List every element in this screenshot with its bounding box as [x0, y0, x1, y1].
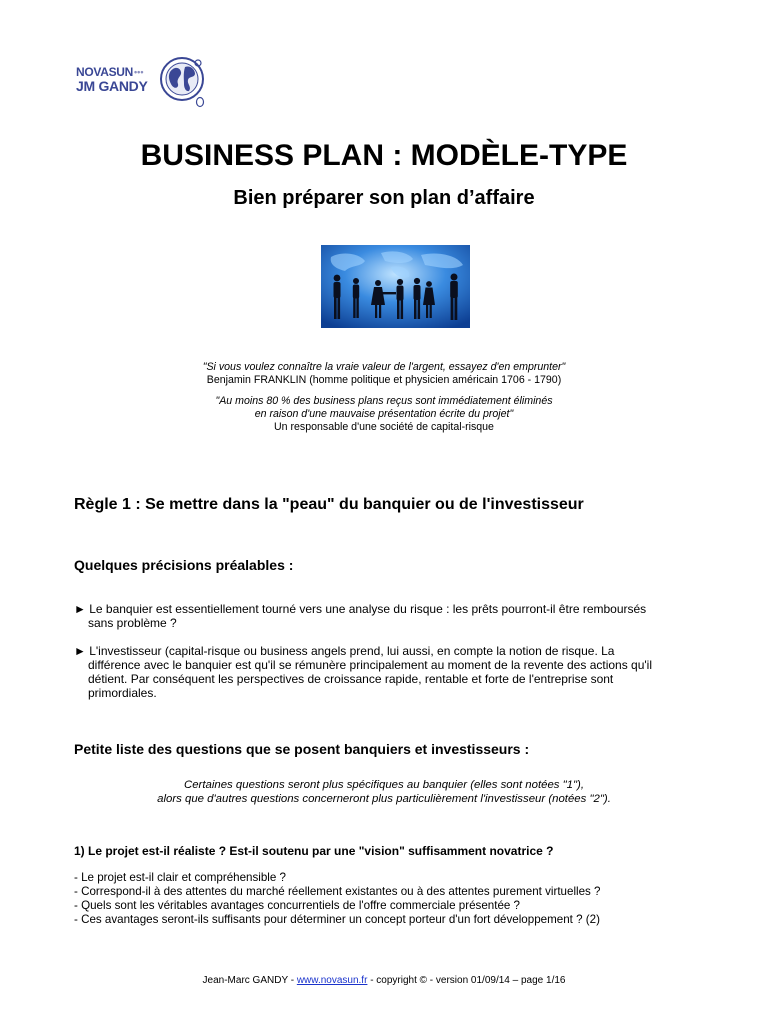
list-item: - Correspond-il à des attentes du marché réellement existantes ou à des attentes purement virtuelles ?	[74, 885, 601, 898]
quote-vc-line2: en raison d'une mauvaise présentation écrite du projet"	[254, 408, 514, 420]
quote-franklin: "Si vous voulez connaître la vraie valeur de l'argent, essayez d'en emprunter"	[202, 361, 566, 373]
precision-investor-line1: ► L'investisseur (capital-risque ou business angels prend, lui aussi, en compte la notion de risque. La	[74, 644, 615, 658]
quote-vc-line1: "Au moins 80 % des business plans reçus sont immédiatement éliminés	[215, 395, 553, 407]
logo-line2: JM GANDY	[76, 78, 148, 94]
precision-investor-line4: primordiales.	[88, 686, 157, 700]
logo-dots: •••	[134, 67, 144, 77]
precision-banker-line1: ► Le banquier est essentiellement tourné vers une analyse du risque : les prêts pourront-il être remboursés	[74, 602, 647, 616]
quote-franklin-author: Benjamin FRANKLIN (homme politique et physicien américain 1706 - 1790)	[206, 374, 562, 386]
questions-note	[0, 778, 768, 806]
question-1-heading: 1) Le projet est-il réaliste ? Est-il soutenu par une "vision" suffisamment novatrice ?	[74, 844, 554, 858]
quotes-block	[0, 361, 768, 434]
footer-copyright: - copyright © - version 01/09/14 – page 1/16	[367, 975, 566, 986]
questions-heading: Petite liste des questions que se posent banquiers et investisseurs :	[74, 741, 530, 757]
quote-vc-author: Un responsable d'une société de capital-risque	[274, 421, 494, 433]
precision-banker	[74, 602, 704, 630]
page-title: BUSINESS PLAN : MODÈLE-TYPE	[140, 139, 628, 172]
precisions-heading: Quelques précisions préalables :	[74, 557, 294, 573]
list-item: - Quels sont les véritables avantages concurrentiels de l'offre commerciale présentée ?	[74, 899, 521, 912]
globe-icon	[154, 54, 214, 110]
list-item: - Le projet est-il clair et compréhensible ?	[74, 871, 287, 884]
rule-1-heading: Règle 1 : Se mettre dans la "peau" du banquier ou de l'investisseur	[74, 496, 584, 513]
logo-line1: NOVASUN	[76, 65, 134, 79]
list-item: - Ces avantages seront-ils suffisants pour déterminer un concept porteur d'un fort développement ? (2)	[74, 913, 600, 926]
question-1-list	[74, 871, 601, 927]
hero-image	[321, 245, 470, 328]
footer-website-link[interactable]: www.novasun.fr	[296, 975, 368, 986]
precision-investor-line3: détient. Par conséquent les perspectives de croissance rapide, rentable et forte de l'entreprise sont	[88, 672, 614, 686]
precision-investor	[74, 644, 704, 700]
page-subtitle: Bien préparer son plan d’affaire	[233, 187, 535, 209]
precision-banker-line2: sans problème ?	[88, 616, 177, 630]
page-footer	[0, 975, 768, 987]
precision-investor-line2: différence avec le banquier est qu'il se rémunère principalement au moment de la revente des actions qu'il	[88, 658, 653, 672]
company-logo	[76, 54, 218, 110]
footer-author: Jean-Marc GANDY -	[202, 975, 297, 986]
questions-note-line2: alors que d'autres questions concerneront plus particulièrement l'investisseur (notées "2").	[157, 793, 611, 805]
questions-note-line1: Certaines questions seront plus spécifiques au banquier (elles sont notées "1"),	[183, 779, 585, 791]
